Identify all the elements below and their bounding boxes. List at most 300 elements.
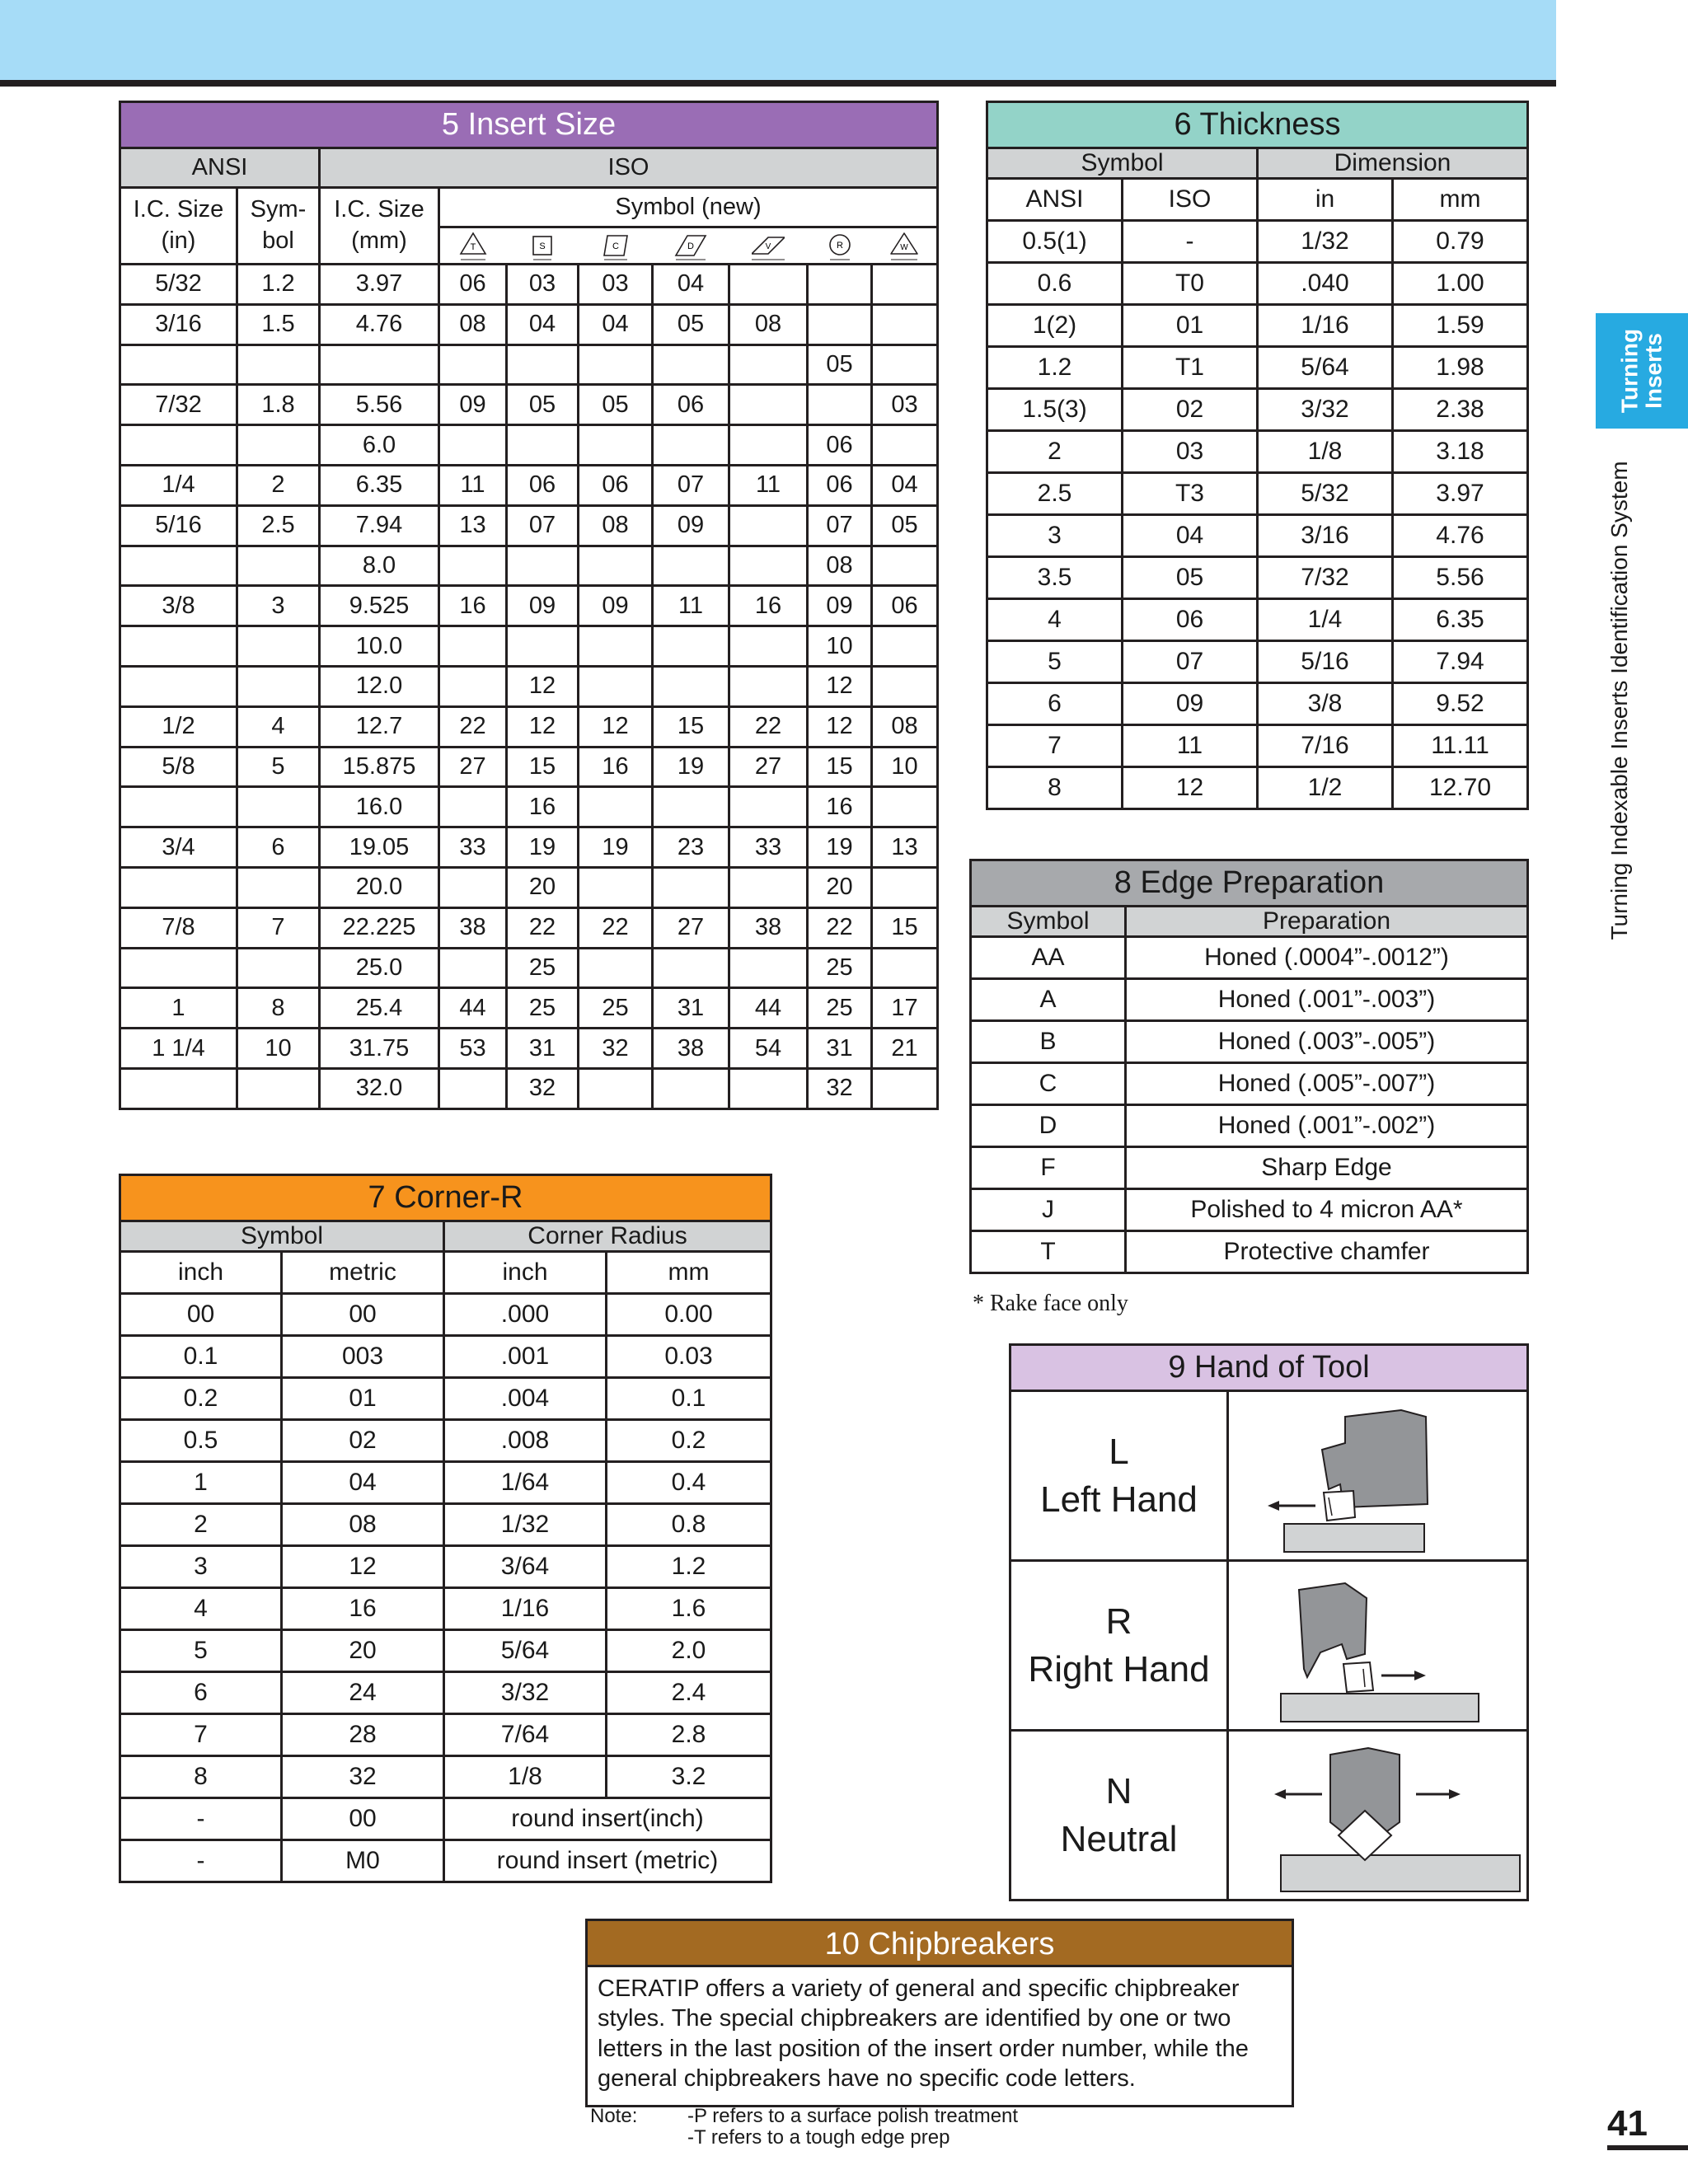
table-cell: 4 (987, 599, 1123, 641)
insert-size-row (120, 265, 938, 305)
table-cell: 1/32 (444, 1504, 607, 1546)
table-cell: 16 (282, 1588, 444, 1630)
table-cell (653, 1068, 729, 1108)
table-cell (653, 546, 729, 586)
table-cell: Honed (.0004”-.0012”) (1126, 937, 1528, 979)
insert-size-row (120, 787, 938, 827)
table-cell: 27 (729, 747, 808, 787)
table-cell: 3/8 (1258, 683, 1393, 725)
table-cell: T3 (1123, 473, 1258, 515)
table-cell (237, 626, 320, 667)
table-cell: 7/32 (1258, 557, 1393, 599)
insert-size-row (120, 907, 938, 948)
table-cell: 3.97 (1393, 473, 1528, 515)
table-cell (729, 948, 808, 988)
rhombus-80-shape-cell (579, 227, 653, 265)
round-shape-cell (808, 227, 872, 265)
table-cell: Honed (.005”-.007”) (1126, 1063, 1528, 1105)
square-shape-cell (507, 227, 579, 265)
table-cell: 06 (439, 265, 507, 305)
corner-col-radius-mm: mm (607, 1252, 771, 1294)
table-cell: 0.8 (607, 1504, 771, 1546)
table-cell (653, 666, 729, 706)
table-cell: 08 (282, 1504, 444, 1546)
chipbreakers-description: CERATIP offers a variety of general and specific chipbreaker styles. The special chipbreakers are identified by one or two letters in the last position of the insert order number, while the general chipbreakers have no specific code letters. (598, 1975, 1249, 2092)
table-cell: 32 (579, 1029, 653, 1069)
thickness-row (987, 599, 1528, 641)
table-cell: .040 (1258, 263, 1393, 305)
edge-preparation-table (969, 859, 1529, 1274)
table-cell: 09 (808, 586, 872, 626)
table-cell (808, 265, 872, 305)
table-cell (579, 626, 653, 667)
table-cell (439, 948, 507, 988)
edge-footnote: * Rake face only (973, 1291, 1128, 1316)
table-cell: Sharp Edge (1126, 1147, 1528, 1189)
table-cell: 5/32 (120, 265, 237, 305)
table-cell: 05 (579, 385, 653, 425)
table-cell: 32 (808, 1068, 872, 1108)
table-cell: .000 (444, 1294, 607, 1336)
table-cell: M0 (282, 1840, 444, 1882)
table-cell: 27 (439, 747, 507, 787)
thickness-row (987, 305, 1528, 347)
table-cell: 10.0 (320, 626, 439, 667)
table-cell: 11.11 (1393, 725, 1528, 767)
thickness-dimension-header: Dimension (1258, 148, 1528, 179)
table-cell: 6 (237, 827, 320, 868)
table-cell: 13 (872, 827, 938, 868)
table-cell (729, 385, 808, 425)
table-cell: 54 (729, 1029, 808, 1069)
tab-line-inserts: Inserts (1641, 333, 1667, 409)
rhombus-35-icon (752, 229, 785, 262)
table-cell: 04 (282, 1462, 444, 1504)
table-cell: 1/16 (444, 1588, 607, 1630)
rhombus-55-icon (674, 229, 707, 262)
table-cell: 3/16 (1258, 515, 1393, 557)
table-cell: 15 (808, 747, 872, 787)
ic-size-mm-header: I.C. Size (mm) (320, 188, 439, 265)
table-cell: 10 (872, 747, 938, 787)
edge-preparation-header: Preparation (1126, 907, 1528, 937)
note-line-polish: -P refers to a surface polish treatment (687, 2105, 1019, 2127)
table-cell: 0.5(1) (987, 221, 1123, 263)
table-cell (729, 344, 808, 385)
table-cell: 2.0 (607, 1630, 771, 1672)
corner-radius-body (120, 1294, 771, 1882)
table-cell: 7/16 (1258, 725, 1393, 767)
table-cell: 09 (579, 586, 653, 626)
table-cell: AA (971, 937, 1126, 979)
table-cell (439, 787, 507, 827)
table-cell: 31 (507, 1029, 579, 1069)
page-number: 41 (1607, 2103, 1648, 2144)
insert-size-body (120, 265, 938, 1109)
table-cell: 2.5 (237, 505, 320, 546)
table-cell: 05 (1123, 557, 1258, 599)
thickness-title: 6 Thickness (987, 102, 1528, 148)
thickness-row (987, 389, 1528, 431)
table-cell: 04 (1123, 515, 1258, 557)
table-cell (579, 546, 653, 586)
table-cell: 8 (120, 1756, 282, 1798)
thickness-row (987, 221, 1528, 263)
table-cell: 00 (282, 1294, 444, 1336)
table-cell: 3.97 (320, 265, 439, 305)
insert-size-row (120, 1068, 938, 1108)
neutral-diagram-cell (1228, 1731, 1528, 1900)
left-hand-diagram-cell (1228, 1391, 1528, 1561)
table-cell: 44 (729, 988, 808, 1029)
neutral-label (1010, 1731, 1228, 1900)
table-cell: 28 (282, 1714, 444, 1756)
table-cell: 19 (579, 827, 653, 868)
left-hand-tool-diagram (1230, 1392, 1526, 1553)
table-cell: 20 (507, 867, 579, 907)
edge-preparation-title: 8 Edge Preparation (971, 860, 1528, 907)
svg-text:T: T (470, 242, 476, 252)
table-cell: 1/8 (1258, 431, 1393, 473)
table-cell (237, 787, 320, 827)
table-cell (729, 265, 808, 305)
table-cell: 23 (653, 827, 729, 868)
neutral-text: Neutral (1060, 1818, 1178, 1859)
table-cell: T0 (1123, 263, 1258, 305)
table-cell: 0.00 (607, 1294, 771, 1336)
table-cell: 003 (282, 1336, 444, 1378)
table-cell: 38 (653, 1029, 729, 1069)
table-cell: 0.1 (120, 1336, 282, 1378)
table-cell (872, 265, 938, 305)
table-cell: - (1123, 221, 1258, 263)
table-cell (579, 666, 653, 706)
corner-col-metric: metric (282, 1252, 444, 1294)
table-cell: 08 (439, 304, 507, 344)
table-cell (120, 344, 237, 385)
table-cell: 1.6 (607, 1588, 771, 1630)
corner-radius-row (120, 1630, 771, 1672)
edge-preparation-row (971, 979, 1528, 1021)
table-cell (653, 867, 729, 907)
table-cell: 1/64 (444, 1462, 607, 1504)
table-cell (237, 546, 320, 586)
table-cell: 3.5 (987, 557, 1123, 599)
table-cell: 06 (507, 465, 579, 505)
insert-size-row (120, 304, 938, 344)
table-cell: 7.94 (1393, 641, 1528, 683)
table-cell (872, 304, 938, 344)
thickness-col-iso: ISO (1123, 179, 1258, 221)
table-cell: 1(2) (987, 305, 1123, 347)
table-cell (579, 867, 653, 907)
table-cell: D (971, 1105, 1126, 1147)
triangle-icon (457, 229, 490, 262)
table-cell (237, 948, 320, 988)
table-cell: 19 (808, 827, 872, 868)
right-hand-label (1010, 1561, 1228, 1731)
corner-radius-row (120, 1756, 771, 1798)
table-cell: 04 (653, 265, 729, 305)
table-cell (439, 867, 507, 907)
table-cell: round insert (metric) (444, 1840, 771, 1882)
table-cell: 10 (808, 626, 872, 667)
table-cell: 53 (439, 1029, 507, 1069)
table-cell: 11 (653, 586, 729, 626)
edge-preparation-row (971, 1063, 1528, 1105)
insert-size-row (120, 626, 938, 667)
hand-of-tool-table (1009, 1343, 1529, 1901)
table-cell: C (971, 1063, 1126, 1105)
table-cell: T1 (1123, 347, 1258, 389)
thickness-symbol-header: Symbol (987, 148, 1258, 179)
trigon-shape-cell (872, 227, 938, 265)
table-cell: 21 (872, 1029, 938, 1069)
chipbreakers-box (585, 1919, 1294, 2107)
table-cell: 16 (808, 787, 872, 827)
table-cell: 3 (120, 1546, 282, 1588)
right-hand-letter: R (1105, 1601, 1132, 1643)
thickness-body (987, 221, 1528, 809)
table-cell: 00 (120, 1294, 282, 1336)
table-cell: 5/32 (1258, 473, 1393, 515)
left-hand-label (1010, 1391, 1228, 1561)
table-cell: 5/64 (1258, 347, 1393, 389)
table-cell: 5.56 (1393, 557, 1528, 599)
table-cell (120, 626, 237, 667)
ansi-header: ANSI (120, 148, 320, 188)
note-line-tough: -T refers to a tough edge prep (687, 2126, 950, 2149)
table-cell (507, 546, 579, 586)
table-cell: 12.0 (320, 666, 439, 706)
table-cell: 08 (808, 546, 872, 586)
header-band (0, 0, 1556, 80)
table-cell: 3.18 (1393, 431, 1528, 473)
table-cell: 1.2 (987, 347, 1123, 389)
table-cell: 06 (872, 586, 938, 626)
insert-size-row (120, 586, 938, 626)
table-cell: 6.35 (1393, 599, 1528, 641)
insert-size-row (120, 948, 938, 988)
table-cell: 32 (282, 1756, 444, 1798)
table-cell: 20 (808, 867, 872, 907)
round-icon (823, 229, 856, 262)
table-cell (120, 787, 237, 827)
thickness-row (987, 683, 1528, 725)
table-cell: 0.03 (607, 1336, 771, 1378)
thickness-row (987, 473, 1528, 515)
corner-radius-row (120, 1420, 771, 1462)
table-cell: 22.225 (320, 907, 439, 948)
table-cell: 2.4 (607, 1672, 771, 1714)
neutral-tool-diagram (1230, 1732, 1526, 1892)
right-hand-diagram-cell (1228, 1561, 1528, 1731)
table-cell: 1.5 (237, 304, 320, 344)
thickness-row (987, 347, 1528, 389)
insert-size-row (120, 546, 938, 586)
table-cell: 22 (579, 907, 653, 948)
table-cell: 05 (507, 385, 579, 425)
table-cell: 7.94 (320, 505, 439, 546)
ic-size-in-header: I.C. Size (in) (120, 188, 237, 265)
table-cell: 07 (1123, 641, 1258, 683)
table-cell: 09 (1123, 683, 1258, 725)
table-cell: 25 (579, 988, 653, 1029)
table-cell: 12 (1123, 767, 1258, 809)
corner-radius-table (119, 1174, 772, 1883)
table-cell: 09 (653, 505, 729, 546)
table-cell: 32.0 (320, 1068, 439, 1108)
insert-size-row (120, 666, 938, 706)
table-cell: 6 (120, 1672, 282, 1714)
symbol-new-header: Symbol (new) (439, 188, 938, 227)
table-cell: 01 (282, 1378, 444, 1420)
table-cell (729, 867, 808, 907)
table-cell: 7/64 (444, 1714, 607, 1756)
table-cell: - (120, 1840, 282, 1882)
table-cell (653, 626, 729, 667)
table-cell (872, 948, 938, 988)
corner-col-radius-inch: inch (444, 1252, 607, 1294)
svg-text:C: C (612, 241, 619, 251)
edge-preparation-row (971, 1021, 1528, 1063)
table-cell: 1 (120, 988, 237, 1029)
table-cell (439, 344, 507, 385)
table-cell: 19.05 (320, 827, 439, 868)
svg-text:D: D (687, 241, 694, 251)
table-cell: Protective chamfer (1126, 1231, 1528, 1273)
table-cell: 06 (808, 465, 872, 505)
table-cell: 16.0 (320, 787, 439, 827)
corner-radius-header: Corner Radius (444, 1221, 771, 1252)
table-cell (237, 425, 320, 466)
insert-size-row (120, 988, 938, 1029)
table-cell: 27 (653, 907, 729, 948)
table-cell: 2 (987, 431, 1123, 473)
insert-size-title: 5 Insert Size (120, 102, 938, 148)
triangle-shape-cell (439, 227, 507, 265)
table-cell: 12.70 (1393, 767, 1528, 809)
svg-text:S: S (539, 241, 546, 251)
table-cell: 05 (872, 505, 938, 546)
corner-radius-row (120, 1504, 771, 1546)
table-cell (507, 425, 579, 466)
table-cell: 31.75 (320, 1029, 439, 1069)
table-cell (439, 666, 507, 706)
table-cell: 3 (237, 586, 320, 626)
table-cell: 6 (987, 683, 1123, 725)
table-cell: 2 (237, 465, 320, 505)
table-cell: 5 (987, 641, 1123, 683)
table-cell: 31 (808, 1029, 872, 1069)
rhombus-35-shape-cell (729, 227, 808, 265)
table-cell: 19 (653, 747, 729, 787)
table-cell: 5/16 (1258, 641, 1393, 683)
table-cell: 25 (507, 948, 579, 988)
table-cell: 7 (987, 725, 1123, 767)
insert-size-row (120, 344, 938, 385)
table-cell: 04 (579, 304, 653, 344)
insert-size-table (119, 101, 939, 1110)
table-cell: 1.5(3) (987, 389, 1123, 431)
table-cell (729, 626, 808, 667)
table-cell (872, 1068, 938, 1108)
table-cell: 1/2 (1258, 767, 1393, 809)
table-cell: 25 (808, 988, 872, 1029)
table-cell: 15 (653, 706, 729, 747)
table-cell: T (971, 1231, 1126, 1273)
edge-symbol-header: Symbol (971, 907, 1126, 937)
table-cell (439, 546, 507, 586)
table-cell (579, 425, 653, 466)
thickness-row (987, 767, 1528, 809)
rhombus-80-icon (599, 229, 632, 262)
table-cell: 11 (439, 465, 507, 505)
svg-text:W: W (900, 243, 908, 252)
table-cell: 12 (579, 706, 653, 747)
table-cell: 31 (653, 988, 729, 1029)
table-cell: 24 (282, 1672, 444, 1714)
table-cell: 0.1 (607, 1378, 771, 1420)
table-cell: 5/16 (120, 505, 237, 546)
insert-size-row (120, 706, 938, 747)
table-cell (320, 344, 439, 385)
table-cell (579, 787, 653, 827)
table-cell: 2.38 (1393, 389, 1528, 431)
table-cell (729, 1068, 808, 1108)
table-cell (729, 666, 808, 706)
table-cell (579, 948, 653, 988)
table-cell: 44 (439, 988, 507, 1029)
table-cell (439, 425, 507, 466)
table-cell: .004 (444, 1378, 607, 1420)
table-cell: .008 (444, 1420, 607, 1462)
table-cell: 15 (872, 907, 938, 948)
table-cell (808, 385, 872, 425)
square-icon (526, 229, 559, 262)
thickness-col-in: in (1258, 179, 1393, 221)
table-cell: 1/4 (1258, 599, 1393, 641)
table-cell: 07 (808, 505, 872, 546)
table-cell (729, 787, 808, 827)
header-rule (0, 80, 1556, 87)
table-cell: 12 (507, 666, 579, 706)
table-cell (120, 948, 237, 988)
table-cell (872, 546, 938, 586)
thickness-col-ansi: ANSI (987, 179, 1123, 221)
table-cell: 08 (729, 304, 808, 344)
table-cell: - (120, 1798, 282, 1840)
table-cell: 20.0 (320, 867, 439, 907)
table-cell: 7/8 (120, 907, 237, 948)
table-cell (237, 666, 320, 706)
right-hand-text: Right Hand (1028, 1648, 1210, 1690)
chipbreakers-title: 10 Chipbreakers (588, 1921, 1292, 1967)
table-cell (872, 787, 938, 827)
table-cell: 12 (808, 706, 872, 747)
table-cell: 16 (729, 586, 808, 626)
table-cell: 03 (872, 385, 938, 425)
table-cell: 33 (439, 827, 507, 868)
edge-preparation-row (971, 1189, 1528, 1231)
table-cell: 3/4 (120, 827, 237, 868)
table-cell (579, 344, 653, 385)
corner-radius-title: 7 Corner-R (120, 1175, 771, 1221)
table-cell: 07 (507, 505, 579, 546)
table-cell: 06 (579, 465, 653, 505)
corner-radius-row (120, 1588, 771, 1630)
table-cell: 16 (507, 787, 579, 827)
